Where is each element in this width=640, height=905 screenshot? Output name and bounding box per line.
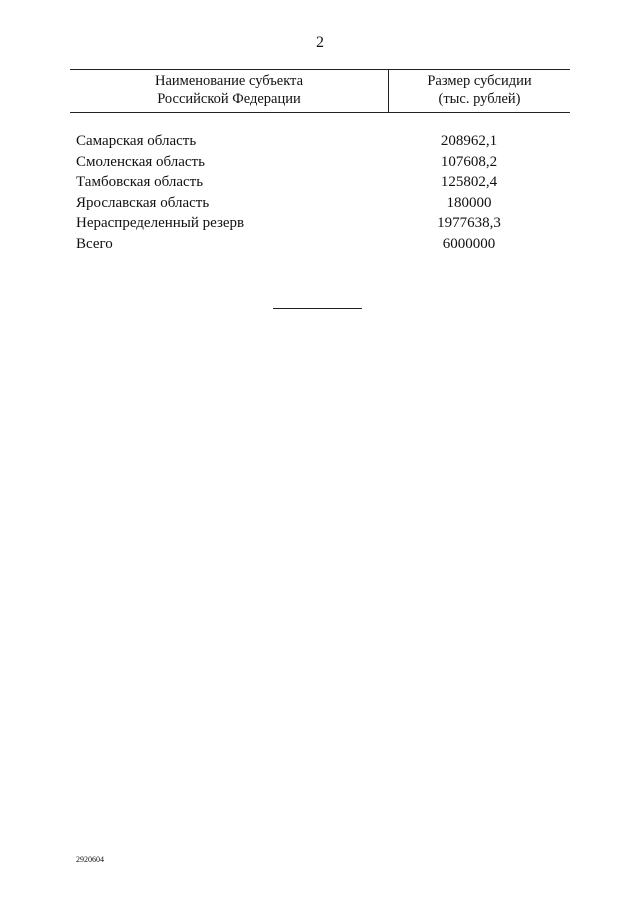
page-number: 2 xyxy=(316,34,324,51)
row-region-name: Тамбовская область xyxy=(76,174,204,190)
table-row xyxy=(76,213,566,234)
header-subsidy-amount xyxy=(389,70,570,112)
header-subject-name-line-1: Наименование субъекта xyxy=(154,73,304,89)
table-body xyxy=(76,131,566,254)
row-region-name: Самарская область xyxy=(76,133,197,149)
table-row xyxy=(76,152,566,173)
table-row xyxy=(76,193,566,214)
header-subject-name-line-2: Российской Федерации xyxy=(157,91,301,107)
row-subsidy-amount: 125802,4 xyxy=(440,174,498,190)
row-total-label: Всего xyxy=(76,235,113,252)
end-separator-line xyxy=(273,308,362,309)
row-subsidy-amount: 107608,2 xyxy=(440,153,498,170)
header-subsidy-amount-line-2: (тыс. рублей) xyxy=(438,91,521,107)
table-row xyxy=(76,131,566,152)
document-code: 2920604 xyxy=(76,855,104,864)
row-subsidy-amount: 208962,1 xyxy=(440,133,498,149)
row-region-name: Ярославская область xyxy=(76,194,210,211)
row-subsidy-amount: 1977638,3 xyxy=(437,215,501,231)
table-row-total xyxy=(76,234,566,255)
header-subject-name xyxy=(70,70,389,112)
table-header xyxy=(70,69,570,113)
row-total-amount: 6000000 xyxy=(442,235,496,252)
table-row xyxy=(76,172,566,193)
header-subsidy-amount-line-1: Размер субсидии xyxy=(427,73,532,89)
row-region-name: Нераспределенный резерв xyxy=(76,215,245,231)
row-region-name: Смоленская область xyxy=(76,153,205,170)
row-subsidy-amount: 180000 xyxy=(446,194,492,211)
